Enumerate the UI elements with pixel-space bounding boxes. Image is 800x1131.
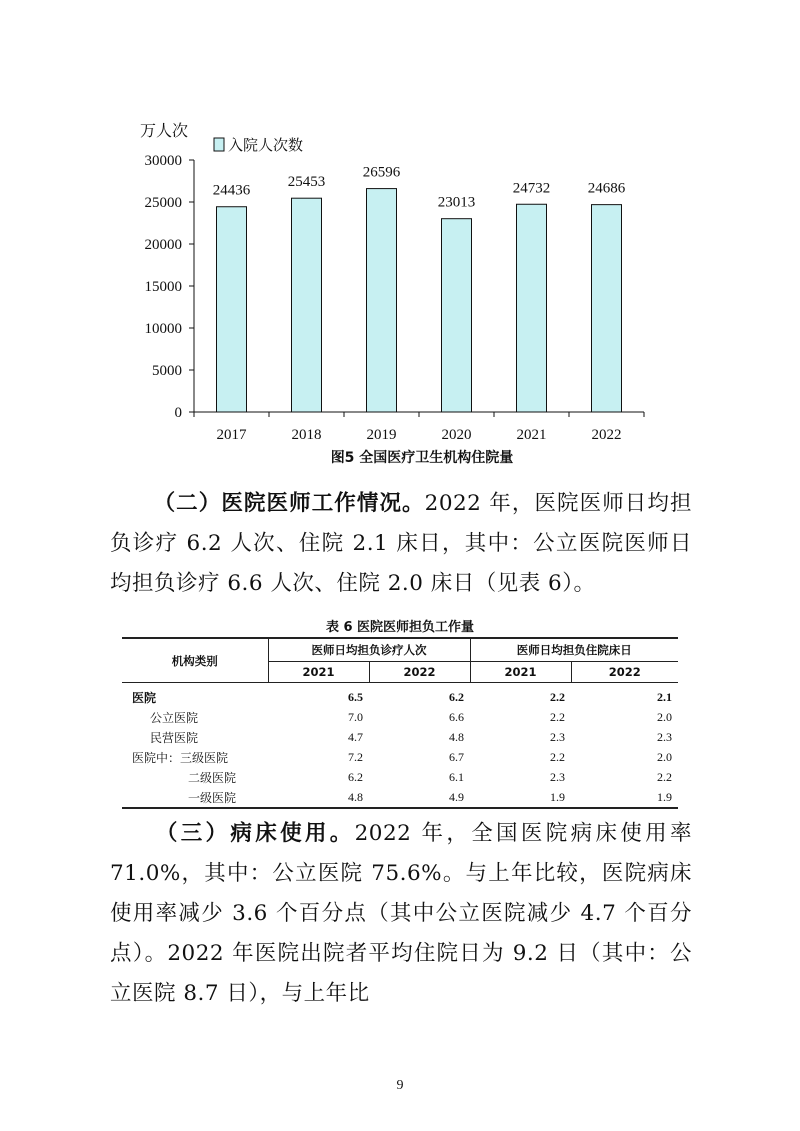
section3-lead: （三）病床使用。 — [153, 821, 355, 846]
cell-value: 2.3 — [550, 729, 565, 744]
legend-swatch — [214, 138, 224, 151]
bar-2021 — [517, 204, 547, 412]
bar-2017 — [217, 207, 247, 412]
header-year: 2021 — [268, 662, 369, 683]
cell-value: 1.9 — [571, 787, 678, 808]
page-number: 9 — [396, 1078, 404, 1093]
y-unit-label: 万人次 — [140, 123, 189, 140]
cell-value: 2.0 — [657, 709, 672, 724]
y-tick-label: 0 — [174, 405, 182, 421]
cell-value: 2.0 — [657, 749, 672, 764]
data-label-2019: 26596 — [362, 164, 401, 181]
header-year: 2022 — [571, 662, 678, 683]
section2-paragraph — [110, 484, 692, 604]
cell-value: 2.3 — [657, 729, 672, 744]
bar-2018 — [292, 198, 322, 412]
x-tick-label: 2018 — [291, 427, 322, 443]
header-group2: 医师日均担负住院床日 — [470, 638, 678, 662]
table-row — [122, 767, 678, 787]
table-row — [122, 787, 678, 808]
data-label-2022: 24686 — [587, 180, 626, 197]
cell-value: 2.2 — [657, 769, 672, 784]
y-tick-label: 15000 — [144, 279, 182, 295]
y-tick-label: 25000 — [144, 195, 182, 211]
cell-value: 6.2 — [449, 689, 464, 704]
section2-text: 2022 年，医院医师日均担负诊疗 6.2 人次、住院 2.1 床日，其中：公立医院医师日均担负诊疗 6.6 人次、住院 2.0 床日（见表 6）。 — [110, 491, 692, 596]
cell-value: 2.3 — [550, 769, 565, 784]
x-tick-label: 2017 — [216, 427, 247, 443]
table-row — [122, 707, 678, 727]
cell-value: 2.2 — [550, 749, 565, 764]
table-row — [122, 747, 678, 767]
cell-value: 4.8 — [268, 787, 369, 808]
data-label-2021: 24732 — [512, 180, 551, 197]
cell-value: 2.1 — [657, 689, 672, 704]
table-row — [122, 683, 678, 708]
legend-label: 入院人次数 — [228, 136, 304, 154]
section3-text: 2022 年，全国医院病床使用率 71.0%，其中：公立医院 75.6%。与上年比较，医院病床使用率减少 3.6 个百分点（其中公立医院减少 4.7 个百分点）。2022 年医院出院者平均住院日为 9.2 日（其中：公立医院 8.7 日），与上年比 — [110, 821, 692, 1006]
header-year: 2021 — [470, 662, 571, 683]
bar-2019 — [367, 189, 397, 412]
cell-value: 6.1 — [449, 769, 464, 784]
cell-value: 6.7 — [449, 749, 464, 764]
section3-paragraph — [110, 814, 692, 1014]
legend — [214, 136, 303, 154]
cell-value: 4.9 — [369, 787, 470, 808]
cell-value: 7.0 — [348, 709, 363, 724]
row-name: 二级医院 — [188, 770, 237, 785]
table6 — [122, 637, 678, 809]
cell-value: 7.2 — [348, 749, 363, 764]
x-tick-label: 2020 — [441, 427, 472, 443]
data-label-2020: 23013 — [437, 194, 476, 211]
bar-2020 — [442, 219, 472, 412]
bar-2022 — [592, 205, 622, 412]
y-tick-label: 10000 — [144, 321, 182, 337]
x-tick-label: 2021 — [516, 427, 547, 443]
cell-value: 4.7 — [348, 729, 363, 744]
cell-value: 6.2 — [348, 769, 363, 784]
row-name: 公立医院 — [150, 710, 199, 725]
section2-lead: （二）医院医师工作情况。 — [153, 491, 425, 516]
chart-title: 图5 全国医疗卫生机构住院量 — [330, 450, 514, 466]
row-name: 一级医院 — [122, 787, 268, 808]
cell-value: 2.2 — [550, 689, 565, 704]
data-label-2018: 25453 — [287, 174, 326, 191]
inpatient-bar-chart — [0, 0, 800, 470]
header-category: 机构类别 — [122, 638, 268, 683]
table-row — [122, 727, 678, 747]
y-tick-label: 30000 — [144, 153, 182, 169]
x-tick-label: 2019 — [366, 427, 397, 443]
row-name: 医院 — [132, 690, 157, 705]
chart-bars — [213, 165, 626, 412]
y-tick-label: 20000 — [144, 237, 182, 253]
cell-value: 6.5 — [348, 689, 363, 704]
row-name: 民营医院 — [150, 730, 199, 745]
row-name: 医院中：三级医院 — [132, 750, 229, 765]
cell-value: 1.9 — [470, 787, 571, 808]
data-label-2017: 24436 — [212, 182, 251, 199]
header-year: 2022 — [369, 662, 470, 683]
cell-value: 2.2 — [550, 709, 565, 724]
cell-value: 4.8 — [449, 729, 464, 744]
header-group1: 医师日均担负诊疗人次 — [268, 638, 470, 662]
x-tick-label: 2022 — [591, 427, 622, 443]
y-tick-label: 5000 — [152, 363, 182, 379]
table6-title: 表 6 医院医师担负工作量 — [325, 620, 475, 635]
cell-value: 6.6 — [449, 709, 464, 724]
